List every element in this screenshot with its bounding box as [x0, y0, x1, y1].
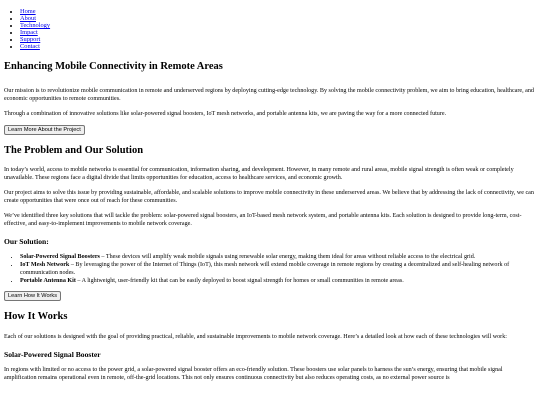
- nav-link-support[interactable]: Support: [20, 36, 41, 43]
- solar-booster-subtitle: Solar-Powered Signal Booster: [4, 349, 101, 359]
- nav-link-technology[interactable]: Technology: [20, 22, 51, 29]
- learn-how-it-works-button[interactable]: Learn How It Works: [4, 291, 61, 301]
- hero-paragraph-2: Through a combination of innovative solutions like solar-powered signal boosters, IoT mesh networks, and portable antenna kits, we are paving the way for a more connected future.: [4, 110, 447, 117]
- problem-paragraph-2: Our project aims to solve this issue by providing sustainable, affordable, and scalable solutions to improve mobile connectivity in these underserved areas. We believe that by addressing the lack of connectivity, we can create opportunities that were once out of reach for these communities.: [4, 190, 534, 205]
- solution-name: Portable Antenna Kit: [20, 278, 76, 285]
- nav-link-contact[interactable]: Contact: [20, 43, 40, 50]
- nav-item-technology: [20, 22, 536, 29]
- problem-paragraph-1: In today’s world, access to mobile networks is essential for communication, information sharing, and development. However, in many remote and rural areas, mobile signal strength is often weak or completely unavailable. These regions face a digital divide that limits opportunities for education, access to healthcare services, and economic growth.: [4, 167, 514, 182]
- solution-list: [4, 253, 536, 285]
- nav-item-impact: [20, 29, 536, 36]
- hero-section: [4, 61, 536, 139]
- nav-item-home: [20, 8, 536, 15]
- solution-subtitle: Our Solution:: [4, 237, 49, 247]
- solution-name: IoT Mesh Network: [20, 262, 70, 269]
- nav-item-support: [20, 36, 536, 43]
- how-paragraph-1: Each of our solutions is designed with the goal of providing practical, reliable, and sustainable improvements to mobile network coverage. Here’s a detailed look at how each of these technologies will work:: [4, 333, 507, 340]
- spacer: [4, 285, 536, 291]
- learn-more-button[interactable]: Learn More About the Project: [4, 125, 85, 135]
- solution-item-iot: [20, 261, 536, 277]
- nav-link-about[interactable]: About: [20, 15, 36, 22]
- solution-desc: – These devices will amplify weak mobile signals using renewable solar energy, making them ideal for areas without reliable access to the electrical grid.: [99, 254, 476, 261]
- nav-item-about: [20, 15, 536, 22]
- main-nav: [4, 8, 536, 50]
- problem-title: The Problem and Our Solution: [4, 144, 144, 156]
- hero-paragraph-1: Our mission is to revolutionize mobile communication in remote and underserved regions by deploying cutting-edge technology. By solving the mobile connectivity problem, we aim to bring education, healthcare, and economic opportunities to remote communities.: [4, 87, 534, 102]
- problem-paragraph-3: We’ve identified three key solutions that will tackle the problem: solar-powered signal boosters, an IoT-based mesh network system, and portable antenna kits. Each solution is designed to provide long-term, cost-effective, and easy-to-implement improvements to mobile network coverage.: [4, 213, 522, 228]
- how-title: How It Works: [4, 311, 68, 323]
- solution-name: Solar-Powered Signal Boosters: [20, 254, 100, 261]
- nav-item-contact: [20, 43, 536, 50]
- solution-desc: – A lightweight, user-friendly kit that can be easily deployed to boost signal strength for homes or small communities in remote areas.: [75, 278, 404, 285]
- solution-desc: – By leveraging the power of the Internet of Things (IoT), this mesh network will extend mobile coverage in remote regions by creating a decentralized and self-healing network of communication nodes.: [20, 262, 510, 277]
- nav-list: [4, 8, 536, 50]
- how-paragraph-2: In regions with limited or no access to the power grid, a solar-powered signal booster offers an eco-friendly solution. These boosters use solar panels to harness the sun’s energy, ensuring that mobile signal amplification remains operational even in remote, off-the-grid locations. This not only ensures continuous connectivity but also reduces operating costs, as no external power source is: [4, 367, 503, 381]
- how-section: [4, 311, 536, 382]
- solution-item-solar: [20, 253, 536, 261]
- nav-link-home[interactable]: Home: [20, 8, 36, 15]
- hero-title: Enhancing Mobile Connectivity in Remote Areas: [4, 61, 223, 72]
- solution-item-antenna: [20, 277, 536, 285]
- problem-section: [4, 145, 536, 306]
- nav-link-impact[interactable]: Impact: [20, 29, 38, 36]
